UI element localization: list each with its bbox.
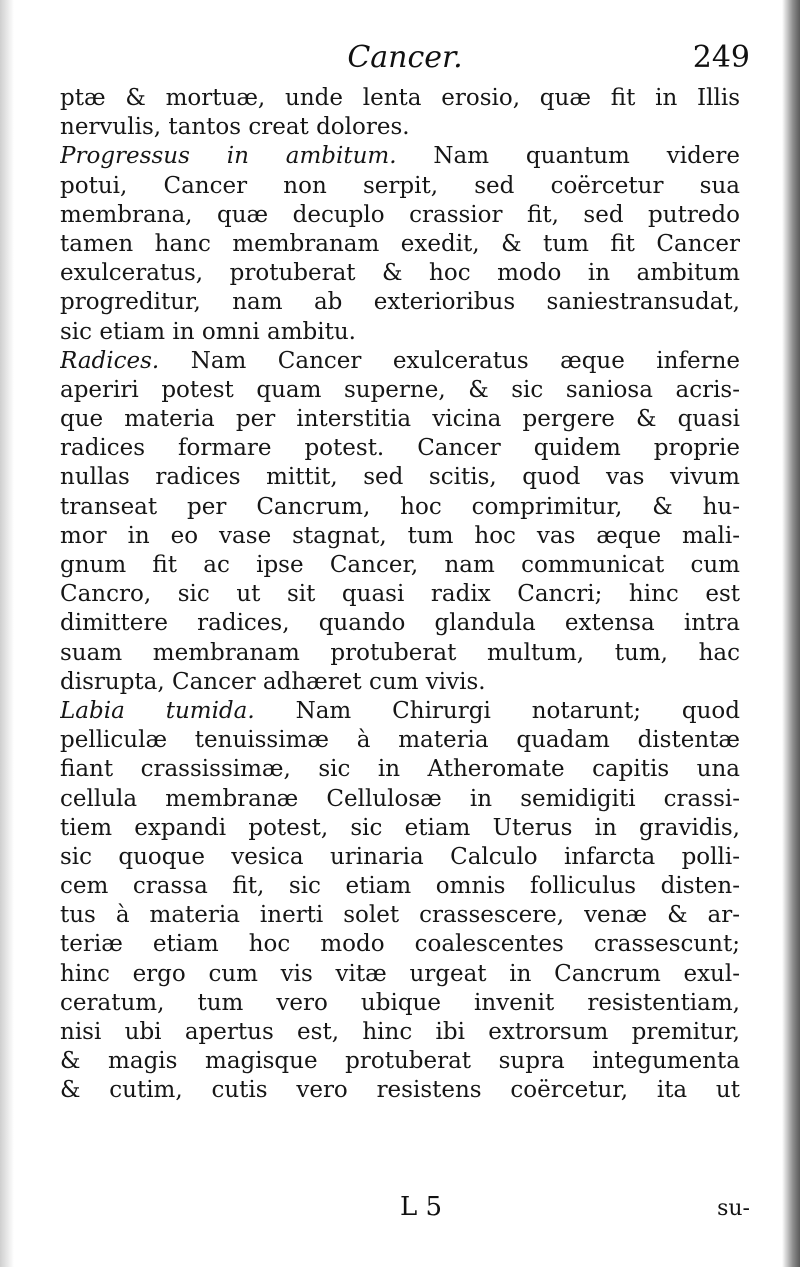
line-text: suam membranam protuberat multum, tum, hac <box>60 639 740 666</box>
text-line <box>60 697 740 726</box>
line-text: nervulis, tantos creat dolores. <box>60 114 410 141</box>
line-text: Nam Cancer exulceratus æque inferne <box>159 347 740 374</box>
text-line <box>60 84 740 113</box>
text-line <box>60 347 740 376</box>
line-text: tamen hanc membranam exedit, & tum fit Cancer <box>60 230 740 257</box>
section-heading: Progressus in ambitum. <box>60 143 397 170</box>
line-text: nisi ubi apertus est, hinc ibi extrorsum premitur, <box>60 1019 740 1045</box>
text-line <box>60 1047 740 1076</box>
text-line <box>60 930 740 959</box>
line-text: disrupta, Cancer adhæret cum vivis. <box>60 668 486 695</box>
text-line <box>60 172 740 201</box>
text-line <box>60 259 740 288</box>
line-text: pelliculæ tenuissimæ à materia quadam distentæ <box>60 727 740 754</box>
line-text: sic etiam in omni ambitu. <box>60 318 356 345</box>
page-left-shadow <box>0 0 14 1267</box>
body-text <box>60 84 740 1106</box>
text-line <box>60 814 740 843</box>
catchword: su- <box>717 1196 750 1221</box>
line-text: & magis magisque protuberat supra integumenta <box>60 1048 740 1075</box>
section-heading: Radices. <box>60 347 160 374</box>
line-text: Cancro, sic ut sit quasi radix Cancri; hinc est <box>60 581 740 608</box>
text-line <box>60 872 740 901</box>
line-text: hinc ergo cum vis vitæ urgeat in Cancrum exul- <box>60 960 740 987</box>
line-text: dimittere radices, quando glandula extensa intra <box>60 610 740 637</box>
page-footer <box>60 1192 750 1232</box>
text-line <box>60 113 740 142</box>
text-line <box>60 493 740 522</box>
line-text: Nam Chirurgi notarunt; quod <box>254 697 740 724</box>
line-text: radices formare potest. Cancer quidem proprie <box>60 435 740 462</box>
line-text: ptæ & mortuæ, unde lenta erosio, quæ fit in Illis <box>60 85 740 111</box>
text-line <box>60 434 740 463</box>
text-line <box>60 376 740 405</box>
signature-mark: L 5 <box>400 1192 443 1222</box>
line-text: aperiri potest quam superne, & sic saniosa acris- <box>60 376 740 403</box>
line-text: mor in eo vase stagnat, tum hoc vas æque mali- <box>60 522 740 549</box>
text-line <box>60 755 740 784</box>
line-text: exulceratus, protuberat & hoc modo in ambitum <box>60 260 740 287</box>
page-right-shadow <box>782 0 800 1267</box>
text-line <box>60 668 740 697</box>
text-line <box>60 901 740 930</box>
line-text: que materia per interstitia vicina pergere & quasi <box>60 406 740 433</box>
text-line <box>60 318 740 347</box>
text-line <box>60 843 740 872</box>
line-text: sic quoque vesica urinaria Calculo infarcta polli- <box>60 843 740 870</box>
text-line <box>60 580 740 609</box>
text-line <box>60 989 740 1018</box>
line-text: tiem expandi potest, sic etiam Uterus in gravidis, <box>60 814 740 841</box>
line-text: & cutim, cutis vero resistens coërcetur, ita ut <box>60 1077 740 1104</box>
text-line <box>60 785 740 814</box>
text-line <box>60 960 740 989</box>
line-text: cellula membranæ Cellulosæ in semidigiti crassi- <box>60 785 740 812</box>
line-text: nullas radices mittit, sed scitis, quod vas vivum <box>60 464 740 491</box>
text-line <box>60 522 740 551</box>
line-text: fiant crassissimæ, sic in Atheromate capitis una <box>60 756 740 783</box>
line-text: gnum fit ac ipse Cancer, nam communicat cum <box>60 552 740 578</box>
text-line <box>60 1018 740 1047</box>
text-line <box>60 726 740 755</box>
text-line <box>60 201 740 230</box>
text-line <box>60 609 740 638</box>
line-text: teriæ etiam hoc modo coalescentes crassescunt; <box>60 931 740 958</box>
text-line <box>60 639 740 668</box>
text-line <box>60 405 740 434</box>
text-line <box>60 1076 740 1105</box>
line-text: progreditur, nam ab exterioribus saniestransudat, <box>60 289 740 316</box>
text-line <box>60 142 740 171</box>
page-number: 249 <box>692 40 750 75</box>
text-line <box>60 230 740 259</box>
line-text: cem crassa fit, sic etiam omnis folliculus disten- <box>60 873 740 900</box>
line-text: Nam quantum videre <box>396 143 740 170</box>
line-text: ceratum, tum vero ubique invenit resistentiam, <box>60 989 740 1016</box>
line-text: tus à materia inerti solet crassescere, venæ & ar- <box>60 902 740 929</box>
line-text: potui, Cancer non serpit, sed coërcetur sua <box>60 172 740 199</box>
text-line <box>60 463 740 492</box>
text-line <box>60 288 740 317</box>
section-heading: Labia tumida. <box>60 697 255 724</box>
page-header <box>60 40 750 90</box>
running-head: Cancer. <box>347 40 463 75</box>
line-text: transeat per Cancrum, hoc comprimitur, & hu- <box>60 493 740 520</box>
line-text: membrana, quæ decuplo crassior fit, sed putredo <box>60 201 740 228</box>
text-line <box>60 551 740 580</box>
